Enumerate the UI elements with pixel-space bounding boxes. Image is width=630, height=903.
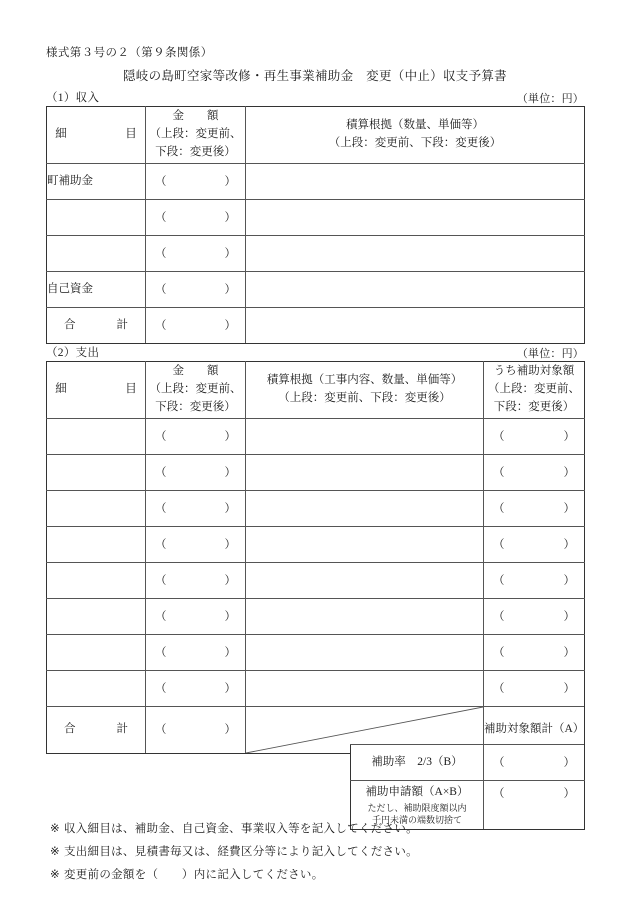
expense-header-amount-line1: 金 額 — [172, 365, 219, 378]
expense-row-basis[interactable] — [246, 491, 484, 527]
income-row-basis[interactable] — [246, 236, 585, 272]
expense-row-name[interactable] — [47, 563, 146, 599]
expense-row-amount[interactable] — [146, 419, 246, 455]
expense-unit-label: （単位：円） — [516, 348, 584, 360]
income-header-amount-line2: （上段：変更前、 — [149, 128, 242, 141]
income-row-amount[interactable] — [146, 236, 246, 272]
expense-header-subsidy-line1: うち補助対象額 — [493, 365, 575, 378]
paren-close: ） — [563, 430, 575, 443]
income-row-amount[interactable] — [146, 164, 246, 200]
expense-row-name[interactable] — [47, 455, 146, 491]
note-text: 変更前の金額を（ ）内に記入してください。 — [63, 869, 324, 881]
paren-close: ） — [563, 574, 575, 587]
paren-close: ） — [224, 610, 236, 623]
income-total-label: 合 計 — [47, 308, 146, 344]
expense-row-amount[interactable] — [146, 491, 246, 527]
table-row — [47, 164, 585, 200]
expense-row-basis[interactable] — [246, 455, 484, 491]
expense-total-amount[interactable] — [146, 707, 246, 754]
income-table — [46, 106, 585, 344]
paren-close: ） — [224, 466, 236, 479]
paren-close: ） — [224, 502, 236, 515]
income-total-row — [47, 308, 585, 344]
income-row-name[interactable]: 町補助金 — [47, 164, 146, 200]
paren-close: ） — [563, 756, 575, 769]
expense-row-subsidy[interactable] — [484, 563, 585, 599]
expense-row-amount[interactable] — [146, 455, 246, 491]
table-row — [47, 671, 585, 707]
paren-close: ） — [563, 646, 575, 659]
expense-row-basis[interactable] — [246, 599, 484, 635]
income-total-amount[interactable] — [146, 308, 246, 344]
income-header-basis — [246, 107, 585, 164]
note-mark: ※ — [50, 846, 60, 858]
table-row — [47, 491, 585, 527]
expense-header-basis-line2: （上段：変更前、下段：変更後） — [278, 392, 451, 404]
paren-open: （ — [155, 175, 167, 188]
expense-header-amount — [146, 362, 246, 419]
expense-row-subsidy[interactable] — [484, 635, 585, 671]
paren-close: ） — [224, 211, 236, 224]
note-text: 支出細目は、見積書毎又は、経費区分等により記入してください。 — [63, 846, 418, 858]
income-header-amount-line1: 金 額 — [172, 110, 219, 123]
income-header-amount-line3: 下段：変更後） — [155, 145, 236, 158]
paren-open: （ — [493, 682, 505, 695]
expense-row-basis[interactable] — [246, 635, 484, 671]
paren-close: ） — [224, 283, 236, 296]
table-row — [47, 200, 585, 236]
paren-open: （ — [155, 319, 167, 332]
income-header-item: 細 目 — [47, 107, 146, 164]
paren-close: ） — [224, 430, 236, 443]
paren-close: ） — [224, 538, 236, 551]
income-row-basis[interactable] — [246, 272, 585, 308]
document-title: 隠岐の島町空家等改修・再生事業補助金 変更（中止）収支予算書 — [122, 69, 507, 83]
income-row-name[interactable] — [47, 200, 146, 236]
expense-row-name[interactable] — [47, 491, 146, 527]
expense-table — [46, 361, 585, 754]
paren-open: （ — [155, 502, 167, 515]
paren-close: ） — [563, 466, 575, 479]
table-row — [47, 563, 585, 599]
income-unit-label: （単位：円） — [516, 93, 584, 105]
expense-row-name[interactable] — [47, 671, 146, 707]
income-row-basis[interactable] — [246, 200, 585, 236]
paren-open: （ — [155, 682, 167, 695]
income-row-name[interactable]: 自己資金 — [47, 272, 146, 308]
income-section-label: （1）収入 — [46, 92, 100, 104]
expense-row-amount[interactable] — [146, 527, 246, 563]
expense-row-name[interactable] — [47, 635, 146, 671]
summary-value-application[interactable] — [484, 781, 585, 830]
summary-label-application-note1: ただし、補助限度額以内 — [367, 802, 467, 813]
note-item — [50, 843, 418, 859]
expense-row-name[interactable] — [47, 527, 146, 563]
paren-open: （ — [493, 502, 505, 515]
note-mark: ※ — [50, 823, 60, 835]
table-row — [47, 419, 585, 455]
expense-row-subsidy[interactable] — [484, 527, 585, 563]
paren-open: （ — [493, 574, 505, 587]
paren-close: ） — [224, 574, 236, 587]
expense-total-label: 合 計 — [47, 707, 146, 754]
expense-header-subsidy-line2: （上段：変更前、 — [488, 383, 580, 396]
paren-open: （ — [493, 788, 505, 800]
expense-row-amount[interactable] — [146, 599, 246, 635]
table-row — [47, 236, 585, 272]
table-row — [47, 527, 585, 563]
table-row — [47, 272, 585, 308]
paren-close: ） — [563, 788, 575, 800]
paren-open: （ — [155, 247, 167, 260]
paren-open: （ — [493, 756, 505, 769]
paren-open: （ — [155, 724, 167, 737]
paren-close: ） — [563, 502, 575, 515]
paren-open: （ — [155, 574, 167, 587]
expense-row-amount[interactable] — [146, 563, 246, 599]
paren-open: （ — [155, 538, 167, 551]
table-row — [47, 635, 585, 671]
notes-block — [50, 820, 418, 889]
table-row — [47, 599, 585, 635]
paren-open: （ — [493, 610, 505, 623]
summary-table — [350, 744, 585, 830]
income-header-amount — [146, 107, 246, 164]
paren-open: （ — [155, 466, 167, 479]
summary-value-rate[interactable] — [484, 745, 585, 781]
note-item — [50, 820, 418, 836]
table-row — [47, 455, 585, 491]
expense-row-subsidy[interactable] — [484, 491, 585, 527]
paren-open: （ — [493, 466, 505, 479]
income-row-amount[interactable] — [146, 272, 246, 308]
expense-row-name[interactable] — [47, 599, 146, 635]
paren-close: ） — [563, 538, 575, 551]
paren-close: ） — [224, 646, 236, 659]
paren-close: ） — [224, 724, 236, 737]
expense-section-label: （2）支出 — [46, 347, 100, 359]
expense-row-amount[interactable] — [146, 635, 246, 671]
expense-row-subsidy[interactable] — [484, 599, 585, 635]
paren-close: ） — [224, 682, 236, 695]
summary-label-subsidy-target: 補助対象額計（A） — [484, 707, 585, 754]
paren-close: ） — [563, 682, 575, 695]
income-header-basis-line1: 積算根拠（数量、単価等） — [346, 119, 484, 132]
income-total-basis[interactable] — [246, 308, 585, 344]
paren-open: （ — [493, 430, 505, 443]
paren-close: ） — [224, 247, 236, 260]
note-item — [50, 866, 418, 882]
expense-row-amount[interactable] — [146, 671, 246, 707]
summary-row-rate — [351, 745, 585, 781]
expense-row-name[interactable] — [47, 419, 146, 455]
paren-close: ） — [224, 319, 236, 332]
income-row-basis[interactable] — [246, 164, 585, 200]
summary-label-application-note2: 千円未満の端数切捨て — [371, 814, 462, 825]
paren-open: （ — [155, 211, 167, 224]
paren-open: （ — [155, 283, 167, 296]
summary-label-application-main: 補助申請額（A×B） — [365, 785, 469, 798]
expense-row-basis[interactable] — [246, 527, 484, 563]
expense-header-item: 細 目 — [47, 362, 146, 419]
expense-row-basis[interactable] — [246, 671, 484, 707]
paren-open: （ — [155, 646, 167, 659]
expense-row-basis[interactable] — [246, 419, 484, 455]
income-row-name[interactable] — [47, 236, 146, 272]
paren-open: （ — [155, 430, 167, 443]
income-header-basis-line2: （上段：変更前、下段：変更後） — [328, 137, 502, 149]
paren-open: （ — [155, 610, 167, 623]
expense-header-subsidy-line3: 下段：変更後） — [493, 400, 575, 413]
paren-close: ） — [224, 175, 236, 188]
expense-row-basis[interactable] — [246, 563, 484, 599]
expense-row-subsidy[interactable] — [484, 671, 585, 707]
paren-close: ） — [563, 610, 575, 623]
expense-header-subsidy — [484, 362, 585, 419]
note-mark: ※ — [50, 869, 60, 881]
expense-row-subsidy[interactable] — [484, 455, 585, 491]
expense-header-row — [47, 362, 585, 419]
paren-open: （ — [493, 646, 505, 659]
note-text: 収入細目は、補助金、自己資金、事業収入等を記入してください。 — [63, 823, 418, 835]
expense-row-subsidy[interactable] — [484, 419, 585, 455]
paren-open: （ — [493, 538, 505, 551]
income-header-row — [47, 107, 585, 164]
summary-label-rate: 補助率 2/3（B） — [351, 745, 484, 781]
expense-header-amount-line3: 下段：変更後） — [155, 400, 236, 413]
form-number: 様式第３号の２（第９条関係） — [46, 47, 213, 59]
income-row-amount[interactable] — [146, 200, 246, 236]
expense-header-basis — [246, 362, 484, 419]
expense-header-basis-line1: 積算根拠（工事内容、数量、単価等） — [266, 374, 463, 387]
expense-header-amount-line2: （上段：変更前、 — [149, 383, 242, 396]
